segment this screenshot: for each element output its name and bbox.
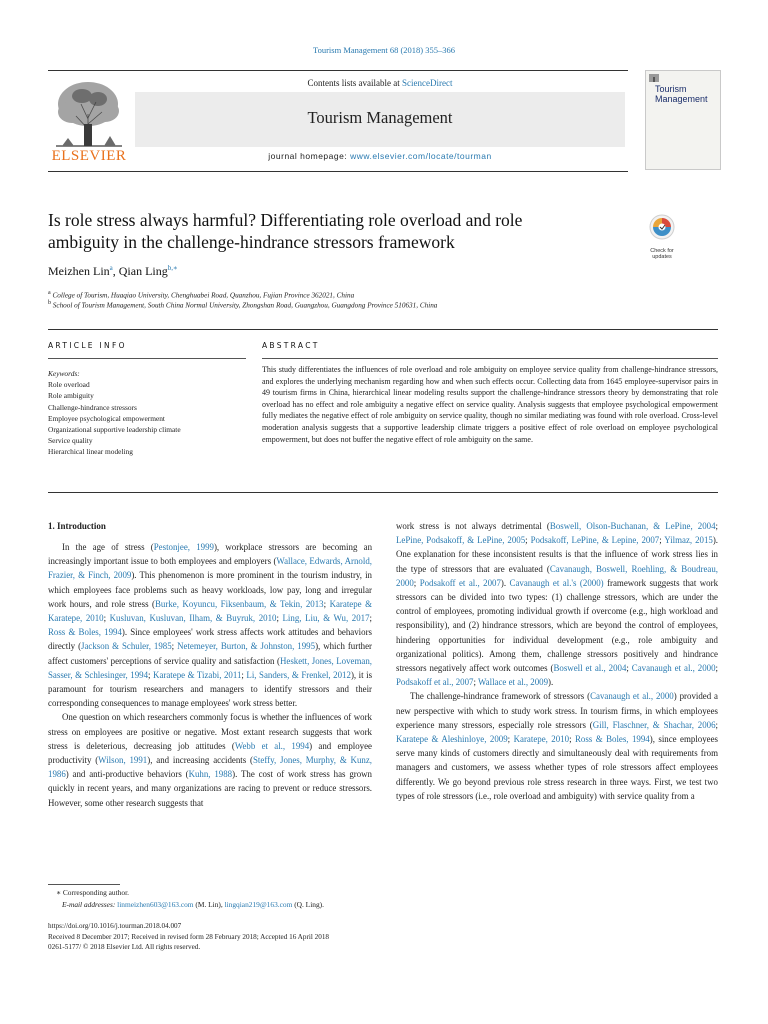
paper-title — [48, 209, 608, 253]
body-text: ; — [715, 663, 719, 674]
journal-cover-thumbnail[interactable] — [645, 70, 721, 170]
keyword-item: Service quality — [48, 436, 93, 446]
contents-line — [130, 78, 630, 88]
citation-link[interactable]: Steffy, Jones, Murphy, & Kunz, 1986 — [48, 755, 373, 780]
affiliation-a-mark: a — [48, 290, 51, 296]
divider — [262, 358, 718, 359]
author-lin[interactable]: Meizhen Lin — [48, 264, 110, 278]
author-ling[interactable]: Qian Ling — [118, 264, 168, 278]
body-text: ; — [148, 669, 154, 680]
body-text: ), which further affect customers' perceptions of service quality and satisfaction ( — [48, 641, 373, 666]
body-text: ; — [241, 669, 247, 680]
check-updates-icon — [640, 213, 684, 243]
body-text: The challenge-hindrance framework of stressors ( — [410, 691, 591, 702]
citation-link[interactable]: Burke, Koyuncu, Fiksenbaum, & Tekin, 2013 — [155, 598, 324, 609]
email-owner-ling: (Q. Ling). — [292, 900, 324, 909]
body-text: ). — [548, 677, 554, 688]
email-addresses-note — [62, 900, 324, 909]
body-text: ). Since employees' work stress affects work attitudes and behaviors directly ( — [48, 627, 372, 652]
citation-link[interactable]: Podsakoff et al., 2007 — [419, 577, 501, 588]
journal-reference-link[interactable]: Tourism Management 68 (2018) 355–366 — [313, 45, 455, 55]
email-label: E-mail addresses: — [62, 900, 116, 909]
citation-link[interactable]: Cavanaugh et al.'s (2000) — [509, 577, 604, 588]
corresponding-author-note: ∗ Corresponding author. — [56, 888, 129, 897]
citation-link[interactable]: Cavanaugh et al., 2000 — [590, 691, 674, 702]
citation-link[interactable]: Ross & Boles, 1994 — [575, 734, 650, 745]
body-text: ; — [525, 535, 531, 546]
body-text: ; — [507, 734, 514, 745]
body-text: ), it is paramount for tourism researchers and managers to identify stressors and their corresponding consequences to manage employees' work stress better. — [48, 669, 373, 709]
body-text: In the age of stress ( — [62, 542, 154, 552]
body-text: ; — [369, 613, 373, 624]
citation-link[interactable]: Boswell et al., 2004 — [553, 663, 627, 674]
body-text: One question on which researchers commonly focus is whether the influences of work stress on employees are positive or negative. Most extant research suggests that work stress is deleterious, decreasing job attitudes ( — [48, 712, 372, 751]
citation-link[interactable]: Wilson, 1991 — [98, 755, 148, 766]
body-text: ; — [276, 613, 283, 624]
body-text: ; — [659, 535, 665, 546]
affiliation-b-text: School of Tourism Management, South China Normal University, Zhongshan Road, Guangzhou, Guangdong Province 510631, China — [52, 301, 438, 310]
sciencedirect-link[interactable]: ScienceDirect — [402, 78, 453, 88]
doi-link[interactable]: https://doi.org/10.1016/j.tourman.2018.04.007 — [48, 922, 182, 930]
body-text: ; — [569, 734, 575, 745]
citation-link[interactable]: Karatepe & Tizabi, 2011 — [153, 669, 242, 680]
cover-title-line1: Tourism — [655, 84, 687, 94]
body-paragraph — [48, 540, 372, 710]
check-for-updates-badge[interactable] — [640, 213, 684, 260]
body-paragraph — [396, 519, 718, 689]
citation-link[interactable]: Cavanaugh, Boswell, Roehling, & Boudreau, 2000 — [396, 563, 719, 588]
body-text: ; — [323, 598, 330, 609]
citation-link[interactable]: Wallace, Edwards, Arnold, Frazier, & Finch, 2009 — [48, 556, 372, 581]
divider — [48, 358, 246, 359]
body-text: ; — [715, 719, 718, 730]
citation-link[interactable]: Gill, Flaschner, & Shachar, 2006 — [592, 719, 716, 730]
citation-link[interactable]: Wallace et al., 2009 — [478, 677, 549, 688]
keyword-item: Challenge-hindrance stressors — [48, 402, 137, 412]
affiliation-b-mark: b — [48, 300, 51, 306]
keyword-item: Role overload — [48, 380, 90, 390]
body-text: ; — [103, 613, 110, 624]
body-text: ). The cost of work stress has grown quickly in recent years, and many organizations are racing to prevent or reduce stressors. However, some other research suggests that — [48, 769, 372, 808]
citation-link[interactable]: Netemeyer, Burton, & Johnston, 1995 — [177, 641, 316, 652]
citation-link[interactable]: LePine, Podsakoff, & LePine, 2005 — [396, 535, 526, 546]
check-updates-label — [640, 248, 684, 260]
check-updates-line2: updates — [652, 254, 672, 260]
author-lin-affil-mark[interactable]: a — [109, 264, 113, 272]
footnote-divider — [48, 884, 120, 885]
body-text: ), and increasing accidents ( — [147, 755, 253, 766]
email-link-ling[interactable]: lingqian219@163.com — [224, 900, 293, 909]
citation-link[interactable]: Webb et al., 1994 — [234, 740, 310, 751]
author-ling-affil-mark[interactable] — [168, 264, 178, 272]
body-text: ) and anti-productive behaviors ( — [65, 769, 189, 780]
body-text: ). This phenomenon is more prominent in the tourism industry, in which employees face problems such as heavy workloads, low pay, long and irregular work hours, and role stress ( — [48, 570, 372, 609]
citation-link[interactable]: Boswell, Olson-Buchanan, & LePine, 2004 — [549, 521, 716, 531]
abstract-heading: ABSTRACT — [262, 341, 320, 350]
check-updates-line1: Check for — [650, 248, 674, 254]
journal-homepage-link[interactable]: www.elsevier.com/locate/tourman — [350, 151, 492, 161]
body-text: framework suggests that work stressors can be divided into two types: (1) challenge stressors, which are under the control of employees, promoting individual growth if overcome (e.g., high workload and responsibility), and (2) hindrance stressors, which are beyond the control of employees, hindering opportunities for individual development (e.g., role ambiguity and organizational politics). Among them, challenge stressors positively and hindrance stressors negatively affect work outcomes ( — [396, 577, 719, 674]
citation-link[interactable]: Pestonjee, 1999 — [153, 542, 214, 552]
article-info-heading: ARTICLE INFO — [48, 341, 127, 350]
body-text: ), since employees serve many kinds of customers directly and simultaneously deal with requirements from managers and customers, we assess whether types of role stressors affect employees differently. We go beyond previous role stress research in three ways. First, we test two types of role stressors (i.e., role overload and ambiguity) with service quality from a — [396, 734, 719, 801]
article-dates: Received 8 December 2017; Received in revised form 28 February 2018; Accepted 16 April 2018 — [48, 933, 330, 941]
keyword-item: Employee psychological empowerment — [48, 413, 165, 423]
body-text: ; — [413, 577, 420, 588]
email-owner-lin: (M. Lin), — [193, 900, 225, 909]
body-paragraph — [396, 689, 718, 803]
divider — [48, 492, 718, 493]
body-text: ). One explanation for these inconsistent results is that the influence of work stress lies in the type of stressors that are evaluated ( — [396, 535, 719, 574]
body-text: ), workplace stressors are becoming an increasingly important issue to both employees and employers ( — [48, 542, 373, 567]
section-heading-introduction: 1. Introduction — [48, 521, 106, 531]
keywords-label: Keywords: — [48, 369, 80, 378]
homepage-prefix: journal homepage: — [268, 151, 351, 161]
citation-link[interactable]: Karatepe & Karatepe, 2010 — [48, 598, 373, 624]
citation-link[interactable]: Podsakoff, LePine, & Lepine, 2007 — [530, 535, 660, 546]
cover-title — [655, 84, 708, 104]
affiliation-a — [48, 290, 354, 299]
body-text: ; — [715, 521, 718, 531]
citation-link[interactable]: Podsakoff et al., 2007 — [396, 677, 474, 688]
contents-prefix: Contents lists available at — [307, 78, 402, 88]
email-link-lin[interactable]: linmeizhen603@163.com — [117, 900, 194, 909]
body-text: ) and employee productivity ( — [48, 740, 372, 766]
citation-link[interactable]: Karatepe & Aleshinloye, 2009 — [396, 734, 508, 745]
elsevier-wordmark: ELSEVIER — [51, 148, 127, 164]
body-text: ). — [500, 577, 510, 588]
divider — [48, 329, 718, 330]
affiliation-b — [48, 300, 437, 309]
author-separator: , — [112, 264, 119, 278]
body-column-left — [48, 540, 372, 810]
journal-title: Tourism Management — [307, 108, 453, 127]
body-column-right — [396, 519, 718, 803]
keywords-block — [48, 368, 248, 458]
cover-publisher-icon — [649, 74, 659, 82]
copyright-line: 0261-5177/ © 2018 Elsevier Ltd. All rights reserved. — [48, 943, 201, 951]
author-list — [48, 264, 178, 279]
paper-title-line1: Is role stress always harmful? Differentiating role overload and role — [48, 210, 523, 230]
paper-title-line2: ambiguity in the challenge-hindrance stressors framework — [48, 232, 455, 252]
keyword-item: Role ambiguity — [48, 391, 94, 401]
corresponding-author-mark: ∗ — [173, 264, 178, 272]
citation-link[interactable]: Heskett, Jones, Loveman, Sasser, & Schlesinger, 1994 — [48, 655, 372, 680]
citation-link[interactable]: Karatepe, 2010 — [513, 734, 570, 745]
citation-link[interactable]: Yilmaz, 2015 — [664, 535, 713, 546]
citation-link[interactable]: Ross & Boles, 1994 — [48, 627, 122, 638]
body-text: ; — [626, 663, 632, 674]
citation-link[interactable]: Kuhn, 1988 — [188, 769, 233, 780]
author-ling-affil-letters: b, — [167, 264, 174, 272]
body-text: ; — [473, 677, 479, 688]
citation-link[interactable]: Jackson & Schuler, 1985 — [81, 641, 172, 652]
affiliation-a-text: College of Tourism, Huaqiao University, Chenghuabei Road, Quanzhou, Fujian Province 362021, China — [52, 291, 355, 300]
keyword-item: Hierarchical linear modeling — [48, 447, 133, 457]
citation-link[interactable]: Kusluvan, Kusluvan, Ilham, & Buyruk, 2010 — [109, 613, 277, 624]
keyword-item: Organizational supportive leadership climate — [48, 425, 181, 435]
abstract-text: This study differentiates the influences of role overload and role ambiguity on employee service quality from challenge-hindrance stressors, and explores the underlying mechanism regarding how and when such effects occur. Collecting data from 1645 employee-supervisor pairs in 49 tourism firms in China, hierarchical linear modeling results support the challenge-hindrance stressors theory by demonstrating that role overload has no effect and role ambiguity a negative effect on service quality. Analysis suggests that employee psychological empowerment fully mediates the negative effect of role ambiguity on service quality, though no similar mediating was found with role overload. Cross-level moderation analysis suggests that a supportive leadership climate triggers a positive effect of role overload on employee psychological empowerment, but does not buffer the negative effect of role ambiguity on the same. — [262, 365, 718, 444]
journal-homepage-line — [130, 151, 630, 161]
body-text: work stress is not always detrimental ( — [396, 521, 550, 531]
body-text: ) provided a new perspective with which to study work stress. In tourism firms, in which employees experience many stressors, especially role stressors ( — [396, 691, 718, 730]
cover-title-line2: Management — [655, 94, 708, 104]
citation-link[interactable]: Li, Sanders, & Frenkel, 2012 — [246, 669, 351, 680]
citation-link[interactable]: Ling, Liu, & Wu, 2017 — [282, 613, 370, 624]
body-text: ; — [171, 641, 178, 652]
citation-link[interactable]: Cavanaugh et al., 2000 — [631, 663, 716, 674]
body-paragraph — [48, 710, 372, 809]
